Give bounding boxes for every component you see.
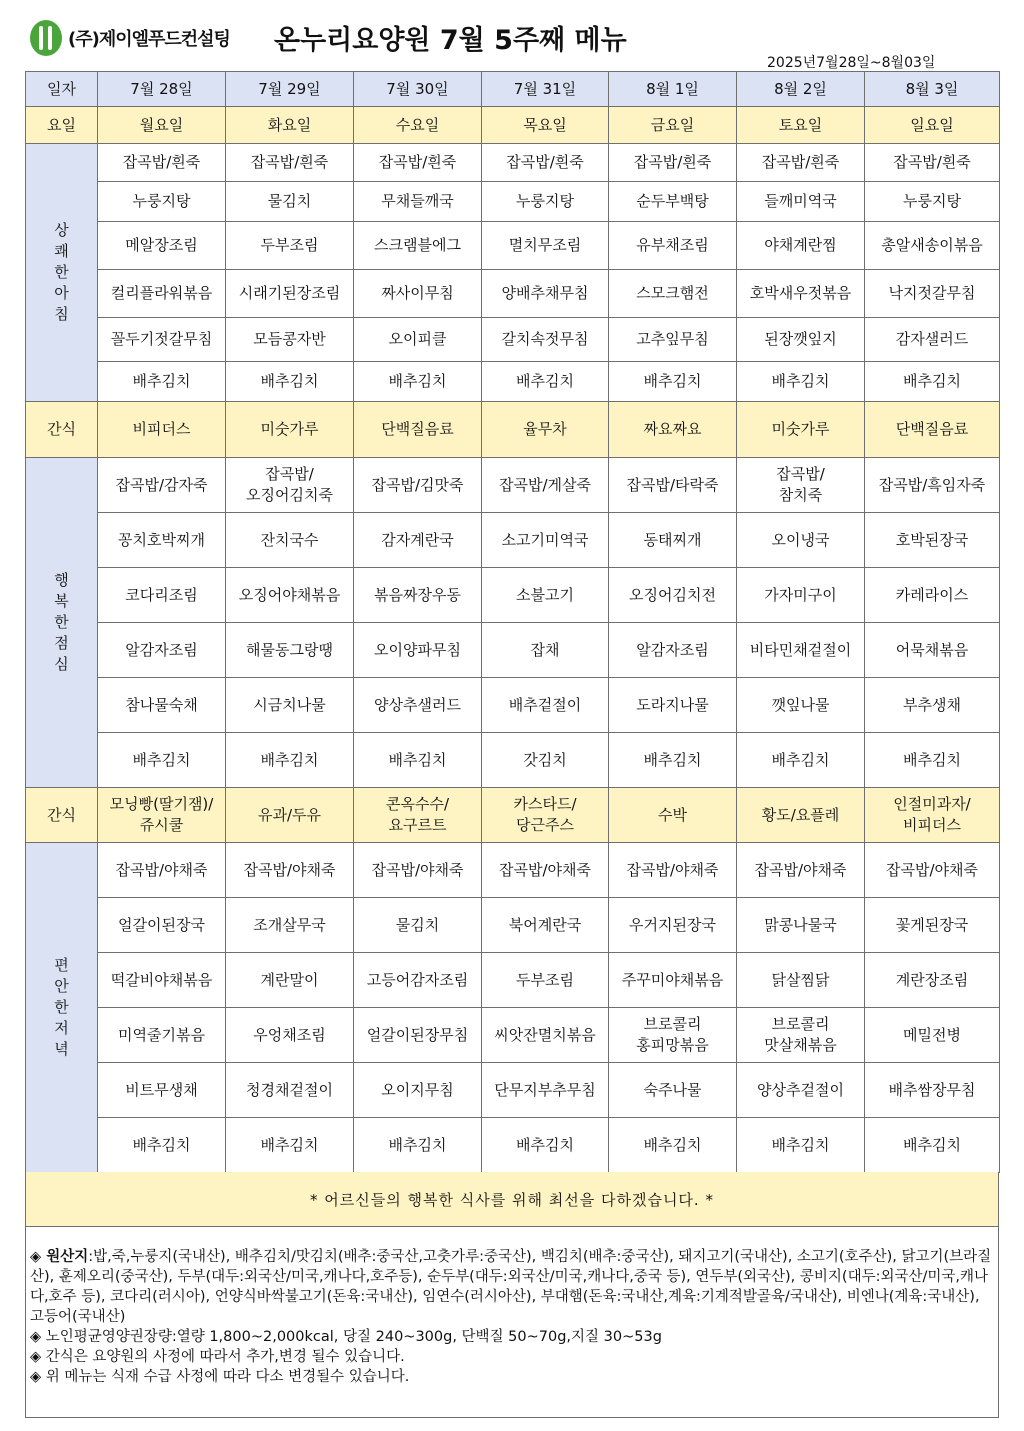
menu-item: 계란말이 (226, 953, 354, 1008)
menu-item: 우거지된장국 (609, 898, 737, 953)
menu-item: 잡곡밥/야채죽 (609, 843, 737, 898)
menu-item: 배추김치 (609, 362, 737, 402)
menu-item: 낙지젓갈무침 (865, 270, 1000, 318)
menu-item: 배추김치 (737, 362, 865, 402)
menu-item: 잡곡밥/감자죽 (98, 458, 226, 513)
menu-item: 잡곡밥/야채죽 (482, 843, 609, 898)
day-row-cell: 금요일 (609, 107, 737, 144)
menu-item: 배추김치 (609, 1118, 737, 1173)
breakfast-row (26, 144, 1000, 182)
menu-item: 두부조림 (226, 222, 354, 270)
menu-item: 메알장조림 (98, 222, 226, 270)
dinner-row (26, 1063, 1000, 1118)
menu-item: 잡곡밥/ 오징어김치죽 (226, 458, 354, 513)
snack-am-row-cell: 단백질음료 (354, 402, 482, 458)
company-logo (30, 20, 230, 56)
menu-item: 잡곡밥/흰죽 (865, 144, 1000, 182)
menu-item: 배추김치 (737, 733, 865, 788)
menu-item: 누룽지탕 (98, 182, 226, 222)
menu-item: 감자계란국 (354, 513, 482, 568)
notice-banner: * 어르신들의 행복한 식사를 위해 최선을 다하겠습니다. * (25, 1172, 999, 1227)
menu-change-note: ◈ 위 메뉴는 식재 수급 사정에 따라 다소 변경될수 있습니다. (30, 1369, 410, 1385)
menu-item: 야채계란찜 (737, 222, 865, 270)
menu-item: 스크램블에그 (354, 222, 482, 270)
menu-item: 브로콜리 맛살채볶음 (737, 1008, 865, 1063)
menu-item: 컬리플라워볶음 (98, 270, 226, 318)
menu-item: 부추생채 (865, 678, 1000, 733)
menu-item: 도라지나물 (609, 678, 737, 733)
menu-item: 배추겉절이 (482, 678, 609, 733)
menu-item: 잡곡밥/야채죽 (737, 843, 865, 898)
menu-item: 단무지부추무침 (482, 1063, 609, 1118)
menu-item: 숙주나물 (609, 1063, 737, 1118)
snack-pm-row-cell: 모닝빵(딸기잼)/ 쥬시쿨 (98, 788, 226, 843)
menu-item: 양상추샐러드 (354, 678, 482, 733)
menu-item: 꼴두기젓갈무침 (98, 318, 226, 362)
menu-item: 어묵채볶음 (865, 623, 1000, 678)
company-name: (주)제이엘푸드컨설팅 (68, 29, 230, 50)
menu-item: 볶음짜장우동 (354, 568, 482, 623)
snack-am-row-cell: 단백질음료 (865, 402, 1000, 458)
weekly-menu-table (25, 71, 1000, 1173)
lunch-row (26, 513, 1000, 568)
menu-item: 모듬콩자반 (226, 318, 354, 362)
menu-item: 물김치 (226, 182, 354, 222)
menu-item: 배추쌈장무침 (865, 1063, 1000, 1118)
menu-item: 물김치 (354, 898, 482, 953)
menu-item: 청경채겉절이 (226, 1063, 354, 1118)
menu-item: 우엉채조림 (226, 1008, 354, 1063)
snack-pm-row-cell: 황도/요플레 (737, 788, 865, 843)
lunch-label: 행 복 한 점 심 (26, 458, 98, 788)
menu-item: 누룽지탕 (865, 182, 1000, 222)
dinner-row (26, 843, 1000, 898)
menu-item: 잡곡밥/야채죽 (354, 843, 482, 898)
lunch-row (26, 568, 1000, 623)
page-title: 온누리요양원 7월 5주째 메뉴 (274, 25, 627, 56)
menu-item: 코다리조림 (98, 568, 226, 623)
menu-item: 브로콜리 홍피망볶음 (609, 1008, 737, 1063)
menu-item: 주꾸미야채볶음 (609, 953, 737, 1008)
menu-item: 배추김치 (354, 362, 482, 402)
menu-item: 조개살무국 (226, 898, 354, 953)
snack-am-row-cell: 미숫가루 (226, 402, 354, 458)
menu-item: 오이냉국 (737, 513, 865, 568)
day-row-cell: 수요일 (354, 107, 482, 144)
breakfast-row (26, 318, 1000, 362)
menu-item: 누룽지탕 (482, 182, 609, 222)
menu-item: 북어계란국 (482, 898, 609, 953)
snack-am-row-cell: 율무차 (482, 402, 609, 458)
menu-item: 배추김치 (354, 733, 482, 788)
menu-item: 꽁치호박찌개 (98, 513, 226, 568)
page-header (0, 0, 1024, 70)
day-row-cell: 화요일 (226, 107, 354, 144)
breakfast-row (26, 362, 1000, 402)
menu-item: 미역줄기볶음 (98, 1008, 226, 1063)
menu-item: 오이양파무침 (354, 623, 482, 678)
menu-item: 오징어김치전 (609, 568, 737, 623)
snack-pm-row-cell: 수박 (609, 788, 737, 843)
date-row-cell: 7월 31일 (482, 72, 609, 107)
logo-icon (30, 20, 62, 56)
breakfast-row (26, 270, 1000, 318)
snack-pm-row-cell: 콘옥수수/ 요구르트 (354, 788, 482, 843)
snack-pm-row-label: 간식 (26, 788, 98, 843)
menu-item: 잡곡밥/야채죽 (98, 843, 226, 898)
footer-notes (25, 1227, 999, 1418)
date-row-cell: 7월 28일 (98, 72, 226, 107)
date-row-cell: 7월 30일 (354, 72, 482, 107)
date-row-cell: 8월 3일 (865, 72, 1000, 107)
lunch-row (26, 678, 1000, 733)
lunch-row (26, 623, 1000, 678)
menu-item: 호박새우젓볶음 (737, 270, 865, 318)
snack-note: ◈ 간식은 요양원의 사정에 따라서 추가,변경 될수 있습니다. (30, 1349, 405, 1365)
day-row (26, 107, 1000, 144)
menu-item: 배추김치 (226, 362, 354, 402)
menu-item: 양배추채무침 (482, 270, 609, 318)
menu-item: 꽃게된장국 (865, 898, 1000, 953)
menu-item: 닭살찜닭 (737, 953, 865, 1008)
menu-item: 두부조림 (482, 953, 609, 1008)
date-row-cell: 8월 1일 (609, 72, 737, 107)
menu-item: 된장깻잎지 (737, 318, 865, 362)
dinner-row (26, 898, 1000, 953)
menu-item: 시래기된장조림 (226, 270, 354, 318)
snack-pm-row (26, 788, 1000, 843)
dinner-row (26, 953, 1000, 1008)
menu-item: 배추김치 (98, 733, 226, 788)
lunch-row (26, 733, 1000, 788)
day-row-cell: 일요일 (865, 107, 1000, 144)
date-row-label: 일자 (26, 72, 98, 107)
menu-item: 배추김치 (737, 1118, 865, 1173)
menu-item: 스모크햄전 (609, 270, 737, 318)
date-range: 2025년7월28일~8월03일 (767, 55, 936, 71)
menu-item: 잡곡밥/흑임자죽 (865, 458, 1000, 513)
menu-item: 소고기미역국 (482, 513, 609, 568)
menu-item: 잡곡밥/야채죽 (865, 843, 1000, 898)
menu-item: 잡곡밥/김맛죽 (354, 458, 482, 513)
menu-item: 얼갈이된장국 (98, 898, 226, 953)
menu-item: 배추김치 (609, 733, 737, 788)
menu-item: 참나물숙채 (98, 678, 226, 733)
menu-item: 배추김치 (226, 733, 354, 788)
menu-item: 소불고기 (482, 568, 609, 623)
menu-item: 배추김치 (482, 362, 609, 402)
menu-item: 잡곡밥/게살죽 (482, 458, 609, 513)
menu-item: 맑콩나물국 (737, 898, 865, 953)
snack-am-row-cell: 비피더스 (98, 402, 226, 458)
menu-item: 오이지무침 (354, 1063, 482, 1118)
menu-item: 배추김치 (98, 1118, 226, 1173)
snack-am-row (26, 402, 1000, 458)
nutrition-note: ◈ 노인평균영양권장량:열량 1,800~2,000kcal, 당질 240~300g, 단백질 50~70g,지질 30~53g (30, 1329, 662, 1345)
menu-item: 배추김치 (482, 1118, 609, 1173)
menu-item: 동태찌개 (609, 513, 737, 568)
menu-item: 깻잎나물 (737, 678, 865, 733)
menu-item: 잡곡밥/ 참치죽 (737, 458, 865, 513)
menu-item: 고추잎무침 (609, 318, 737, 362)
menu-item: 배추김치 (226, 1118, 354, 1173)
menu-item: 배추김치 (865, 362, 1000, 402)
menu-item: 배추김치 (98, 362, 226, 402)
origin-info (30, 1247, 992, 1327)
menu-item: 들깨미역국 (737, 182, 865, 222)
menu-item: 알감자조림 (609, 623, 737, 678)
menu-item: 순두부백탕 (609, 182, 737, 222)
breakfast-label: 상 쾌 한 아 침 (26, 144, 98, 402)
menu-item: 잡곡밥/흰죽 (609, 144, 737, 182)
dinner-row (26, 1008, 1000, 1063)
menu-item: 짜사이무침 (354, 270, 482, 318)
menu-item: 잡곡밥/흰죽 (482, 144, 609, 182)
menu-item: 잡곡밥/야채죽 (226, 843, 354, 898)
day-row-cell: 토요일 (737, 107, 865, 144)
menu-item: 갓김치 (482, 733, 609, 788)
menu-item: 비타민채겉절이 (737, 623, 865, 678)
day-row-label: 요일 (26, 107, 98, 144)
menu-item: 배추김치 (865, 1118, 1000, 1173)
menu-item: 호박된장국 (865, 513, 1000, 568)
menu-item: 고등어감자조림 (354, 953, 482, 1008)
snack-pm-row-cell: 카스타드/ 당근주스 (482, 788, 609, 843)
snack-pm-row-cell: 인절미과자/ 비피더스 (865, 788, 1000, 843)
menu-item: 비트무생채 (98, 1063, 226, 1118)
menu-item: 해물동그랑땡 (226, 623, 354, 678)
lunch-row (26, 458, 1000, 513)
origin-label: ◈ 원산지 (30, 1249, 89, 1265)
day-row-cell: 월요일 (98, 107, 226, 144)
breakfast-row (26, 182, 1000, 222)
menu-item: 오이피클 (354, 318, 482, 362)
menu-item: 잡곡밥/흰죽 (737, 144, 865, 182)
menu-item: 떡갈비야채볶음 (98, 953, 226, 1008)
menu-item: 유부채조림 (609, 222, 737, 270)
menu-item: 메밀전병 (865, 1008, 1000, 1063)
snack-am-row-cell: 짜요짜요 (609, 402, 737, 458)
menu-item: 씨앗잔멸치볶음 (482, 1008, 609, 1063)
menu-item: 멸치무조림 (482, 222, 609, 270)
snack-am-row-label: 간식 (26, 402, 98, 458)
day-row-cell: 목요일 (482, 107, 609, 144)
menu-item: 잡채 (482, 623, 609, 678)
menu-item: 배추김치 (865, 733, 1000, 788)
menu-item: 시금치나물 (226, 678, 354, 733)
menu-item: 알감자조림 (98, 623, 226, 678)
menu-item: 오징어야채볶음 (226, 568, 354, 623)
date-row-cell: 8월 2일 (737, 72, 865, 107)
dinner-label: 편 안 한 저 녁 (26, 843, 98, 1173)
menu-item: 총알새송이볶음 (865, 222, 1000, 270)
menu-item: 잡곡밥/흰죽 (98, 144, 226, 182)
date-row (26, 72, 1000, 107)
dinner-row (26, 1118, 1000, 1173)
date-row-cell: 7월 29일 (226, 72, 354, 107)
menu-item: 계란장조림 (865, 953, 1000, 1008)
menu-item: 가자미구이 (737, 568, 865, 623)
menu-item: 얼갈이된장무침 (354, 1008, 482, 1063)
menu-item: 감자샐러드 (865, 318, 1000, 362)
menu-item: 양상추겉절이 (737, 1063, 865, 1118)
snack-pm-row-cell: 유과/두유 (226, 788, 354, 843)
snack-am-row-cell: 미숫가루 (737, 402, 865, 458)
menu-item: 갈치속젓무침 (482, 318, 609, 362)
menu-item: 배추김치 (354, 1118, 482, 1173)
origin-text: :밥,죽,누룽지(국내산), 배추김치/맛김치(배추:중국산,고춧가루:중국산), 백김치(배추:중국산), 돼지고기(국내산), 소고기(호주산), 닭고기(브라질산), 훈제오리(중국산), 두부(대두:외국산/미국,캐나다,호주등), 순두부(대두:외국산/미국,캐나다,중국 등), 연두부(외국산), 콩비지(대두:외국산/미국,캐나다,호주 등), 코다리(러시아), 언양식바싹불고기(돈육:국내산), 임연수(러시아산), 부대햄(돈육:국내산,계육:기계적발골육/국내산), 비엔나(계육:국내산), 고등어(국내산) (30, 1249, 992, 1325)
menu-item: 잡곡밥/흰죽 (226, 144, 354, 182)
menu-item: 잔치국수 (226, 513, 354, 568)
menu-item: 무채들깨국 (354, 182, 482, 222)
menu-item: 카레라이스 (865, 568, 1000, 623)
breakfast-row (26, 222, 1000, 270)
menu-item: 잡곡밥/타락죽 (609, 458, 737, 513)
menu-item: 잡곡밥/흰죽 (354, 144, 482, 182)
